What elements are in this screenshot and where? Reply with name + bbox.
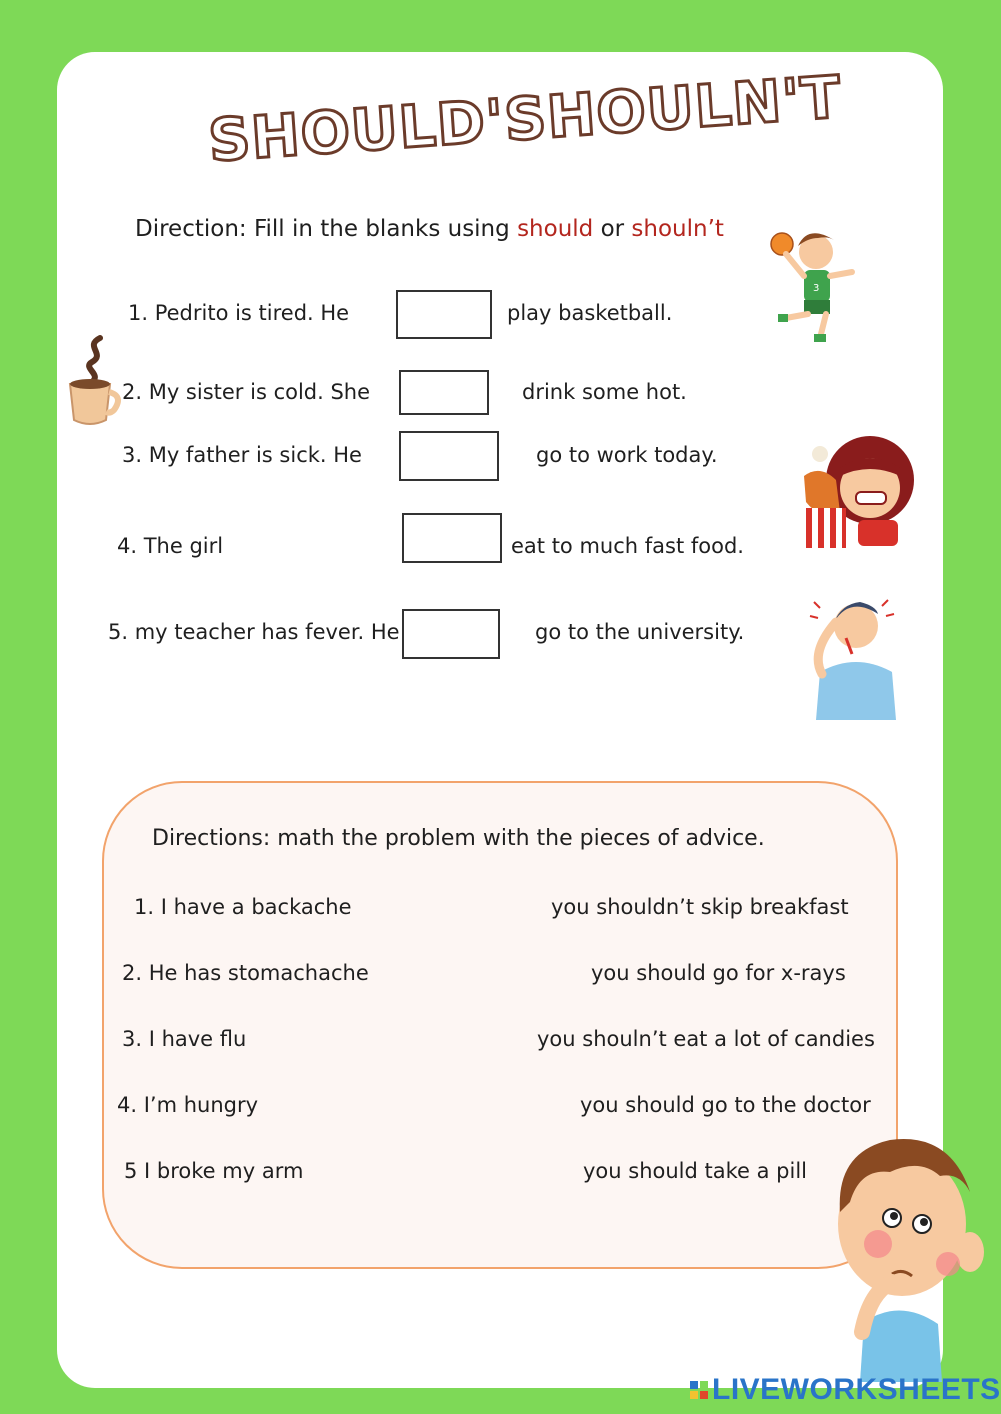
problem-2[interactable]: 2. He has stomachache	[122, 961, 369, 985]
question-3-before: 3. My father is sick. He	[122, 443, 362, 467]
problem-4[interactable]: 4. I’m hungry	[117, 1093, 259, 1117]
advice-3[interactable]: you shouln’t eat a lot of candies	[537, 1027, 875, 1051]
logo-text: LIVEWORKSHEETS	[712, 1373, 1001, 1406]
question-4-before: 4. The girl	[117, 534, 224, 558]
question-5-after: go to the university.	[535, 620, 745, 644]
direction-prefix: Direction: Fill in the blanks using	[135, 216, 518, 242]
answer-box-2[interactable]	[399, 370, 489, 415]
problem-5[interactable]: 5 I broke my arm	[124, 1159, 304, 1183]
thinking-boy-illustration	[820, 1132, 980, 1382]
advice-2[interactable]: you should go for x-rays	[591, 961, 846, 985]
matching-panel	[102, 781, 898, 1269]
question-1-before: 1. Pedrito is tired. He	[128, 301, 350, 325]
worksheet-title	[200, 62, 844, 175]
direction-middle: or	[593, 216, 632, 242]
svg-text:3: 3	[813, 283, 820, 294]
problem-1[interactable]: 1. I have a backache	[134, 895, 352, 919]
answer-box-5[interactable]	[402, 609, 500, 659]
logo-mark-icon	[690, 1381, 708, 1399]
liveworksheets-logo	[690, 1372, 1001, 1408]
question-2-before: 2. My sister is cold. She	[122, 380, 371, 404]
coffee-cup-illustration	[62, 336, 126, 428]
advice-5[interactable]: you should take a pill	[583, 1159, 807, 1183]
question-1-after: play basketball.	[507, 301, 673, 325]
girl-eating-fastfood-illustration	[800, 428, 920, 554]
direction-word-shouldnt: shouln’t	[631, 216, 724, 242]
question-4-after: eat to much fast food.	[511, 534, 744, 558]
answer-box-4[interactable]	[402, 513, 502, 563]
answer-box-1[interactable]	[396, 290, 492, 339]
question-2-after: drink some hot.	[522, 380, 687, 404]
matching-direction: Directions: math the problem with the pieces of advice.	[152, 826, 765, 851]
advice-1[interactable]: you shouldn’t skip breakfast	[551, 895, 849, 919]
direction-word-should: should	[517, 216, 594, 242]
direction-line	[135, 216, 724, 242]
basketball-boy-illustration	[768, 222, 860, 344]
sick-boy-illustration	[800, 592, 906, 720]
problem-3[interactable]: 3. I have flu	[122, 1027, 247, 1051]
question-3-after: go to work today.	[536, 443, 718, 467]
advice-4[interactable]: you should go to the doctor	[580, 1093, 871, 1117]
question-5-before: 5. my teacher has fever. He	[108, 620, 400, 644]
title-text: SHOULD'SHOULN'T	[206, 62, 844, 175]
answer-box-3[interactable]	[399, 431, 499, 481]
